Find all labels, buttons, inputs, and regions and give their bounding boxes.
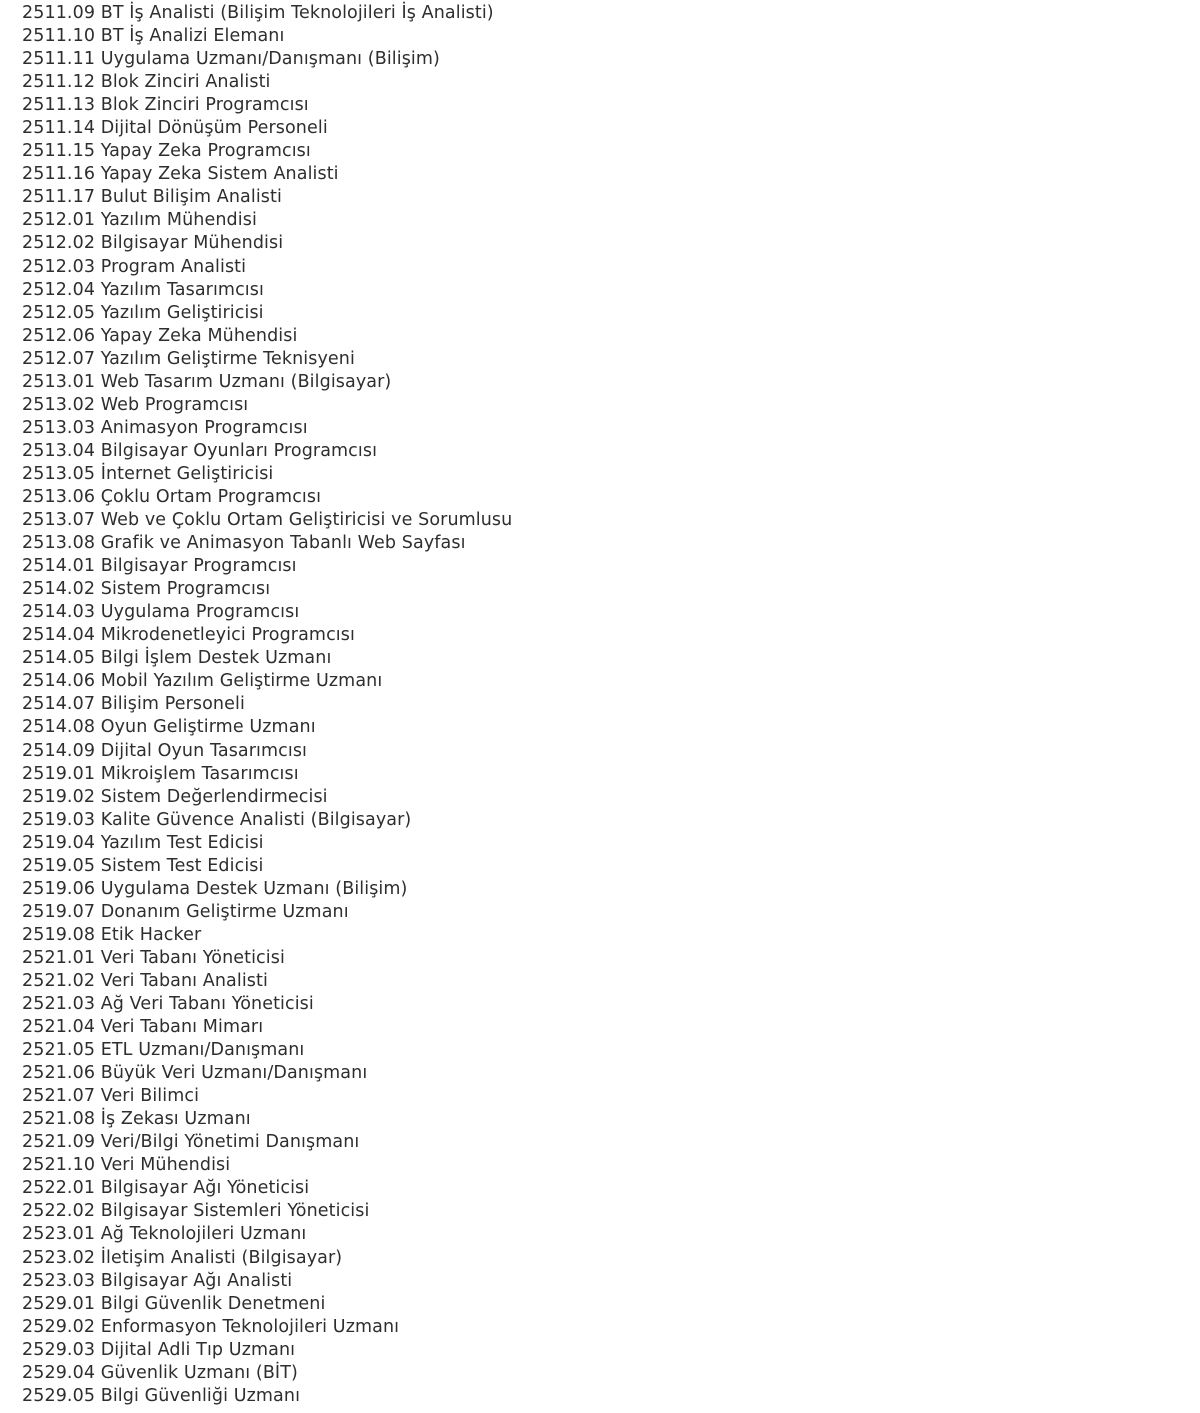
list-item: 2521.08 İş Zekası Uzmanı bbox=[22, 1109, 251, 1130]
list-item: 2511.12 Blok Zinciri Analisti bbox=[22, 72, 271, 93]
list-item: 2511.10 BT İş Analizi Elemanı bbox=[22, 26, 285, 47]
list-item: 2521.03 Ağ Veri Tabanı Yöneticisi bbox=[22, 994, 314, 1015]
list-item: 2512.03 Program Analisti bbox=[22, 256, 247, 277]
list-item: 2519.04 Yazılım Test Edicisi bbox=[22, 832, 264, 853]
list-item: 2514.03 Uygulama Programcısı bbox=[22, 602, 300, 623]
list-item: 2513.03 Animasyon Programcısı bbox=[22, 417, 308, 438]
list-item: 2521.06 Büyük Veri Uzmanı/Danışmanı bbox=[22, 1063, 368, 1084]
list-item: 2514.08 Oyun Geliştirme Uzmanı bbox=[22, 717, 316, 738]
list-item: 2513.04 Bilgisayar Oyunları Programcısı bbox=[22, 440, 378, 461]
list-item: 2521.04 Veri Tabanı Mimarı bbox=[22, 1017, 264, 1038]
list-item: 2511.16 Yapay Zeka Sistem Analisti bbox=[22, 164, 339, 185]
list-item: 2519.03 Kalite Güvence Analisti (Bilgisayar) bbox=[22, 809, 412, 830]
list-item: 2514.04 Mikrodenetleyici Programcısı bbox=[22, 625, 355, 646]
list-item: 2521.09 Veri/Bilgi Yönetimi Danışmanı bbox=[22, 1132, 360, 1153]
list-item: 2512.01 Yazılım Mühendisi bbox=[22, 210, 257, 231]
list-item: 2522.02 Bilgisayar Sistemleri Yöneticisi bbox=[22, 1201, 370, 1222]
list-item: 2529.05 Bilgi Güvenliği Uzmanı bbox=[22, 1385, 301, 1406]
list-item: 2513.05 İnternet Geliştiricisi bbox=[22, 463, 274, 484]
list-item: 2511.15 Yapay Zeka Programcısı bbox=[22, 141, 311, 162]
list-item: 2511.14 Dijital Dönüşüm Personeli bbox=[22, 118, 328, 139]
list-item: 2511.17 Bulut Bilişim Analisti bbox=[22, 187, 282, 208]
list-item: 2519.08 Etik Hacker bbox=[22, 924, 202, 945]
list-item: 2519.01 Mikroişlem Tasarımcısı bbox=[22, 763, 299, 784]
list-item: 2514.06 Mobil Yazılım Geliştirme Uzmanı bbox=[22, 671, 383, 692]
list-item: 2514.01 Bilgisayar Programcısı bbox=[22, 556, 297, 577]
list-item: 2523.02 İletişim Analisti (Bilgisayar) bbox=[22, 1247, 343, 1268]
list-item: 2514.09 Dijital Oyun Tasarımcısı bbox=[22, 740, 308, 761]
list-item: 2512.05 Yazılım Geliştiricisi bbox=[22, 302, 264, 323]
list-item: 2522.01 Bilgisayar Ağı Yöneticisi bbox=[22, 1178, 310, 1199]
list-item: 2514.05 Bilgi İşlem Destek Uzmanı bbox=[22, 648, 332, 669]
list-item: 2512.06 Yapay Zeka Mühendisi bbox=[22, 325, 298, 346]
list-item: 2521.02 Veri Tabanı Analisti bbox=[22, 970, 268, 991]
list-item: 2529.04 Güvenlik Uzmanı (BİT) bbox=[22, 1362, 298, 1383]
list-item: 2513.08 Grafik ve Animasyon Tabanlı Web Sayfası bbox=[22, 533, 466, 554]
list-item: 2521.10 Veri Mühendisi bbox=[22, 1155, 231, 1176]
list-item: 2521.05 ETL Uzmanı/Danışmanı bbox=[22, 1040, 305, 1061]
list-item: 2511.09 BT İş Analisti (Bilişim Teknolojileri İş Analisti) bbox=[22, 3, 494, 23]
list-item: 2511.11 Uygulama Uzmanı/Danışmanı (Bilişim) bbox=[22, 49, 440, 70]
list-item: 2519.05 Sistem Test Edicisi bbox=[22, 855, 264, 876]
list-item: 2529.01 Bilgi Güvenlik Denetmeni bbox=[22, 1293, 326, 1314]
list-item: 2512.07 Yazılım Geliştirme Teknisyeni bbox=[22, 348, 355, 369]
list-item: 2521.01 Veri Tabanı Yöneticisi bbox=[22, 947, 285, 968]
list-item: 2529.02 Enformasyon Teknolojileri Uzmanı bbox=[22, 1316, 400, 1337]
list-item: 2529.03 Dijital Adli Tıp Uzmanı bbox=[22, 1339, 296, 1360]
list-item: 2523.01 Ağ Teknolojileri Uzmanı bbox=[22, 1224, 307, 1245]
list-item: 2513.06 Çoklu Ortam Programcısı bbox=[22, 486, 322, 507]
list-item: 2511.13 Blok Zinciri Programcısı bbox=[22, 95, 309, 116]
list-item: 2521.07 Veri Bilimci bbox=[22, 1086, 200, 1107]
occupation-code-list bbox=[22, 2, 512, 1408]
list-item: 2519.06 Uygulama Destek Uzmanı (Bilişim) bbox=[22, 878, 408, 899]
list-item: 2512.02 Bilgisayar Mühendisi bbox=[22, 233, 284, 254]
list-item: 2513.07 Web ve Çoklu Ortam Geliştiricisi ve Sorumlusu bbox=[22, 510, 513, 531]
list-item: 2512.04 Yazılım Tasarımcısı bbox=[22, 279, 264, 300]
list-item: 2519.02 Sistem Değerlendirmecisi bbox=[22, 786, 328, 807]
list-item: 2519.07 Donanım Geliştirme Uzmanı bbox=[22, 901, 349, 922]
list-item: 2514.07 Bilişim Personeli bbox=[22, 694, 245, 715]
list-item: 2513.02 Web Programcısı bbox=[22, 394, 249, 415]
list-item: 2513.01 Web Tasarım Uzmanı (Bilgisayar) bbox=[22, 371, 392, 392]
list-item: 2514.02 Sistem Programcısı bbox=[22, 579, 271, 600]
list-item: 2523.03 Bilgisayar Ağı Analisti bbox=[22, 1270, 293, 1291]
